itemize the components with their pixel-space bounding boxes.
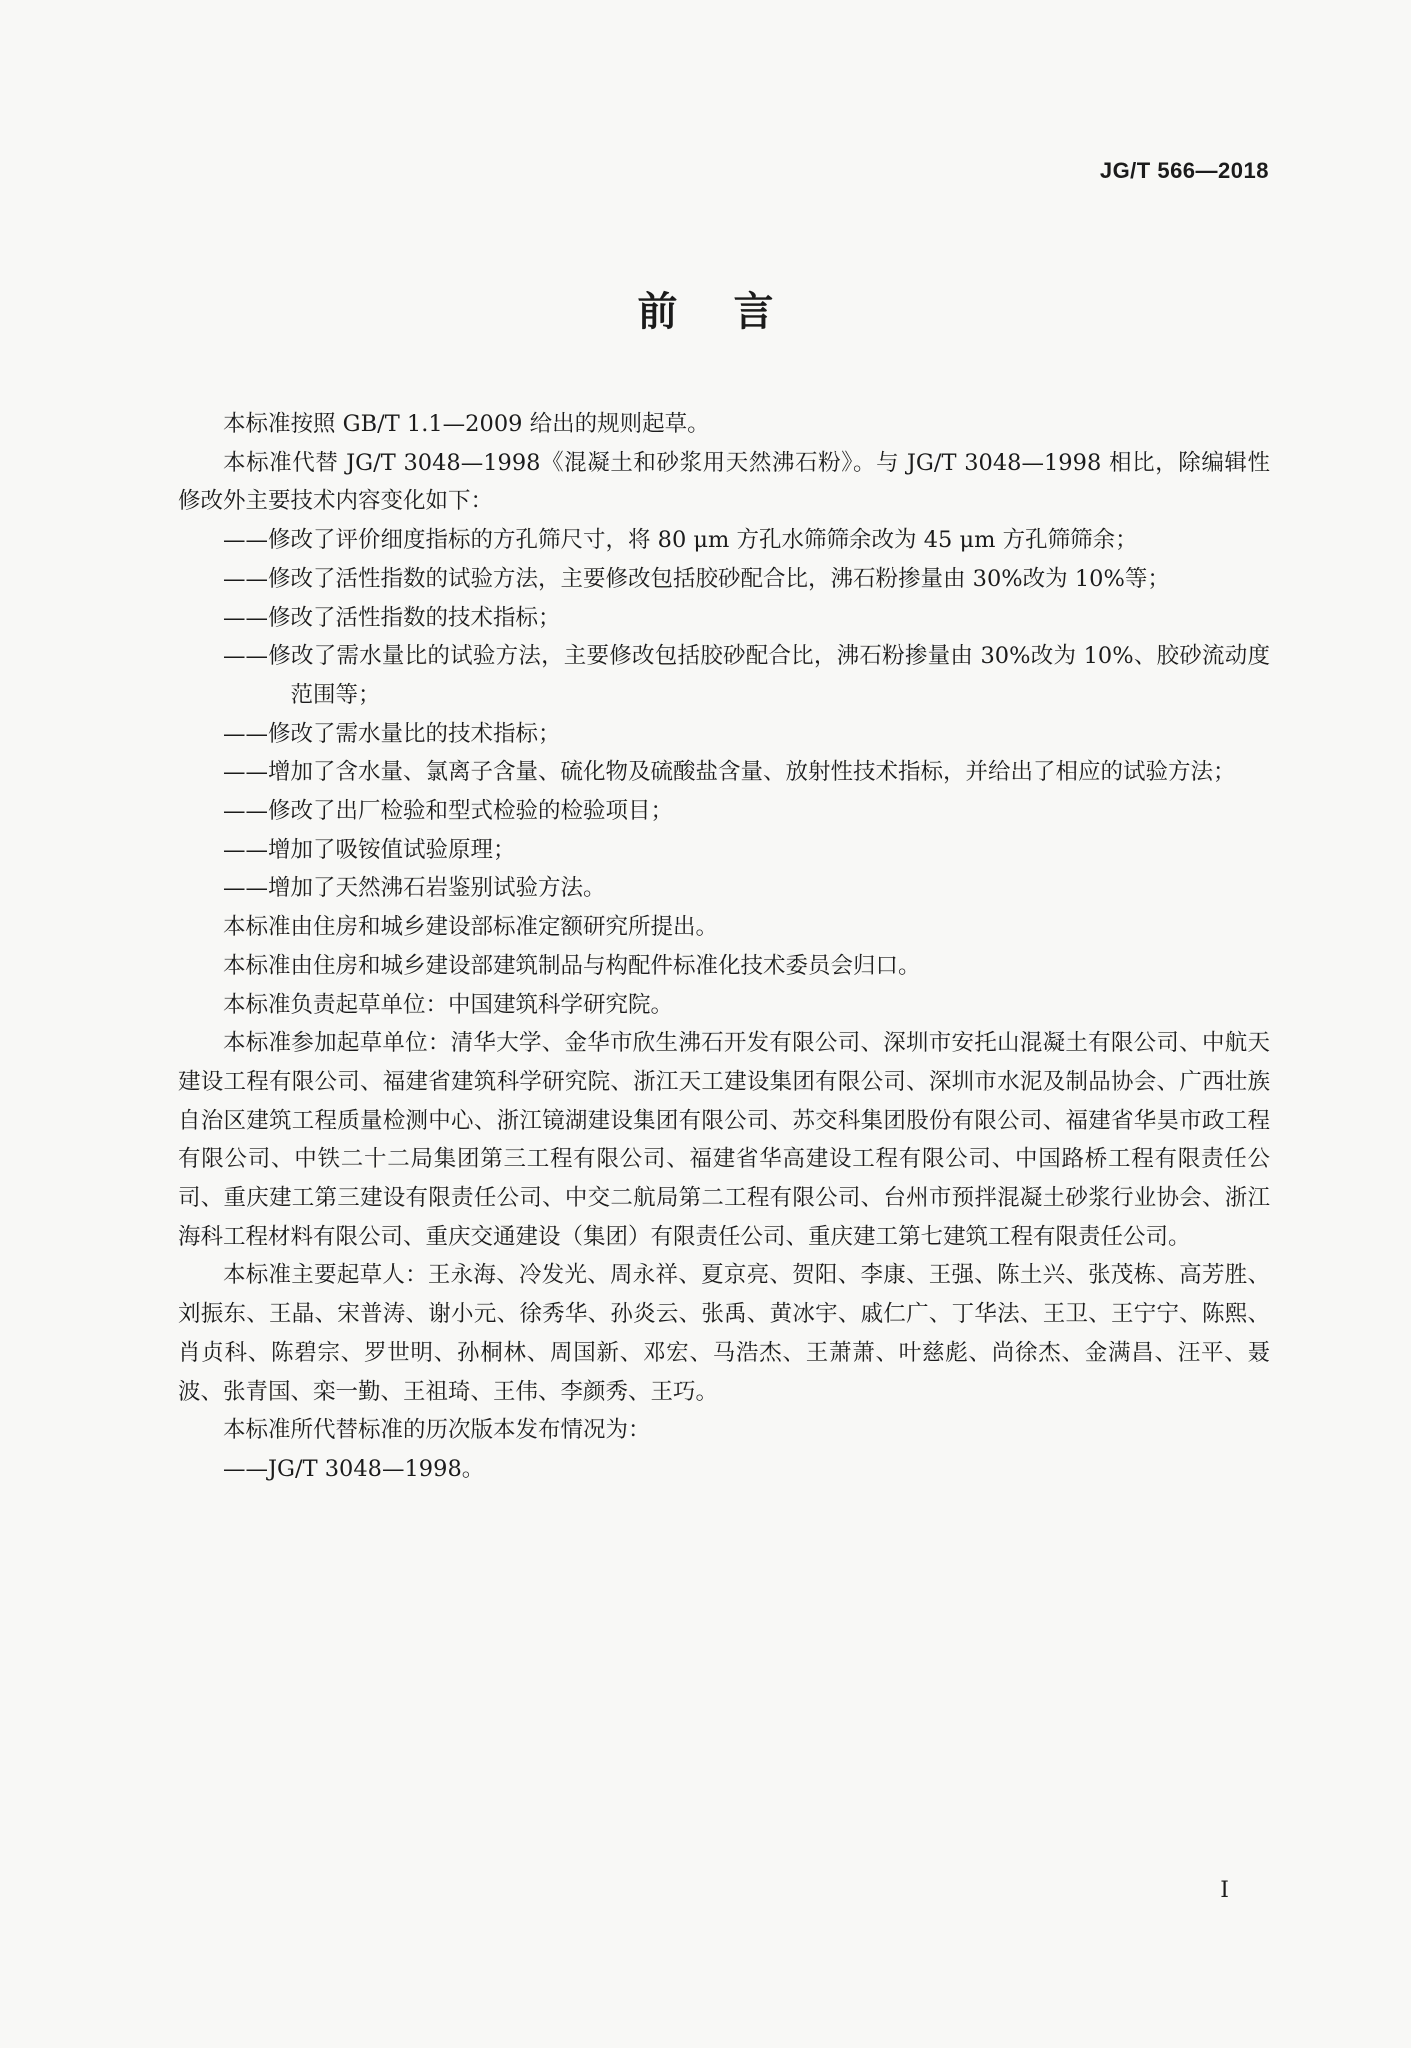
list-item: ——修改了需水量比的试验方法，主要修改包括胶砂配合比，沸石粉掺量由 30%改为 10%、胶砂流动度范围等； [223, 643, 1270, 708]
paragraph-replacement: 本标准代替 JG/T 3048—1998《混凝土和砂浆用天然沸石粉》。与 JG/T 3048—1998 相比，除编辑性修改外主要技术内容变化如下： [178, 449, 1270, 515]
list-item: ——修改了活性指数的技术指标； [223, 604, 561, 631]
paragraph-history-intro: 本标准所代替标准的历次版本发布情况为： [223, 1417, 651, 1444]
list-item: ——修改了活性指数的试验方法，主要修改包括胶砂配合比，沸石粉掺量由 30%改为 10%等； [223, 565, 1170, 592]
page-title: 前言 [637, 289, 830, 335]
list-item: ——修改了需水量比的技术指标； [223, 720, 561, 747]
list-item: ——修改了出厂检验和型式检验的检验项目； [223, 798, 674, 825]
standard-number: JG/T 566—2018 [1099, 158, 1269, 183]
paragraph-participating-units: 本标准参加起草单位：清华大学、金华市欣生沸石开发有限公司、深圳市安托山混凝土有限公司、中航天建设工程有限公司、福建省建筑科学研究院、浙江天工建设集团有限公司、深圳市水泥及制品协会、广西壮族自治区建筑工程质量检测中心、浙江镜湖建设集团有限公司、苏交科集团股份有限公司、福建省华昊市政工程有限公司、中铁二十二局集团第三工程有限公司、福建省华高建设工程有限公司、中国路桥工程有限责任公司、重庆建工第三建设有限责任公司、中交二航局第二工程有限公司、台州市预拌混凝土砂浆行业协会、浙江海科工程材料有限公司、重庆交通建设（集团）有限责任公司、重庆建工第七建筑工程有限责任公司。 [178, 1030, 1270, 1250]
paragraph-drafting-rules: 本标准按照 GB/T 1.1—2009 给出的规则起草。 [223, 411, 710, 437]
list-item: ——增加了天然沸石岩鉴别试验方法。 [223, 875, 606, 902]
document-body [178, 405, 1270, 1489]
list-item: ——增加了含水量、氯离子含量、硫化物及硫酸盐含量、放射性技术指标，并给出了相应的试验方法； [223, 759, 1236, 786]
change-list [178, 521, 1270, 908]
list-item: ——修改了评价细度指标的方孔筛尺寸，将 80 μm 方孔水筛筛余改为 45 μm 方孔筛筛余； [223, 527, 1138, 554]
paragraph-history-item: ——JG/T 3048—1998。 [223, 1455, 485, 1482]
list-item: ——增加了吸铵值试验原理； [223, 836, 516, 863]
paragraph-proposer: 本标准由住房和城乡建设部标准定额研究所提出。 [223, 914, 719, 941]
paragraph-lead-drafter: 本标准负责起草单位：中国建筑科学研究院。 [223, 991, 674, 1018]
paragraph-committee: 本标准由住房和城乡建设部建筑制品与构配件标准化技术委员会归口。 [223, 952, 921, 979]
paragraph-drafters: 本标准主要起草人：王永海、冷发光、周永祥、夏京亮、贺阳、李康、王强、陈土兴、张茂栋、高芳胜、刘振东、王晶、宋普涛、谢小元、徐秀华、孙炎云、张禹、黄冰宇、戚仁广、丁华法、王卫、王宁宁、陈熙、肖贞科、陈碧宗、罗世明、孙桐林、周国新、邓宏、马浩杰、王萧萧、叶慈彪、尚徐杰、金满昌、汪平、聂波、张青国、栾一勤、王祖琦、王伟、李颜秀、王巧。 [178, 1262, 1270, 1405]
page-number: I [1220, 1878, 1229, 1903]
